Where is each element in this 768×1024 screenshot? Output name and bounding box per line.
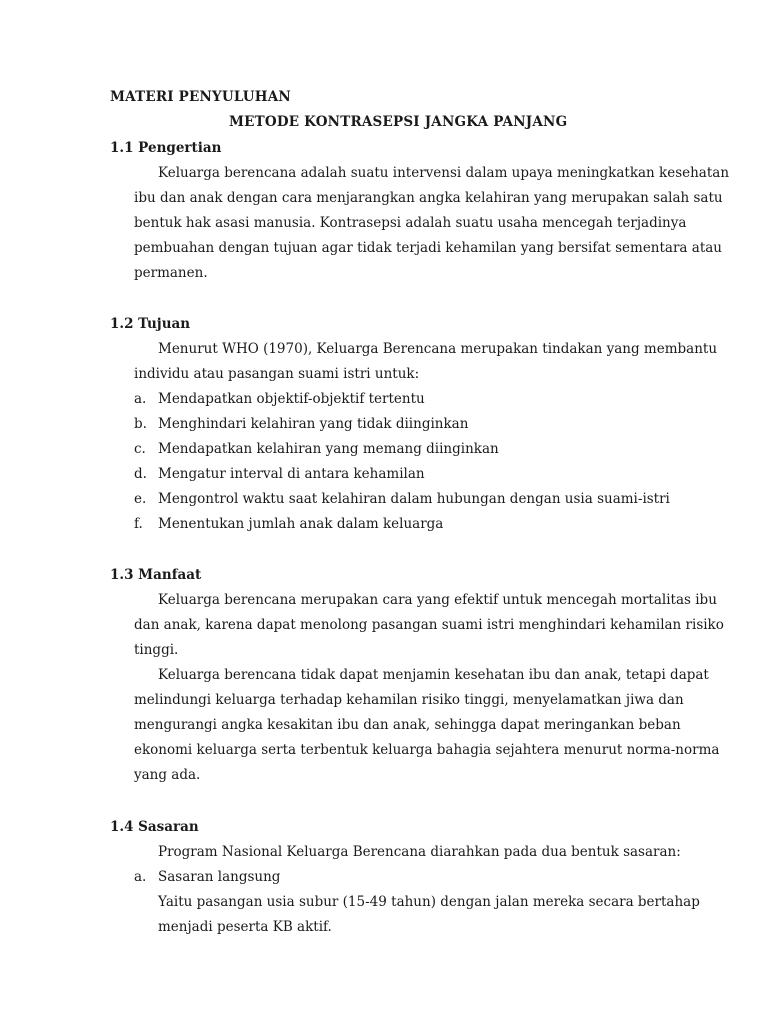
paragraph-line: pembuahan dengan tujuan agar tidak terjadi kehamilan yang bersifat sementara atau (134, 240, 722, 256)
paragraph-line: menjadi peserta KB aktif. (158, 919, 332, 935)
section-heading-tujuan: 1.2 Tujuan (110, 316, 191, 332)
paragraph-line: Keluarga berencana tidak dapat menjamin kesehatan ibu dan anak, tetapi dapat (158, 667, 709, 683)
list-item: Mengatur interval di antara kehamilan (158, 466, 425, 482)
paragraph-line: bentuk hak asasi manusia. Kontrasepsi adalah suatu usaha mencegah terjadinya (134, 215, 687, 231)
list-item: Menghindari kelahiran yang tidak diinginkan (158, 416, 469, 432)
paragraph-line: ekonomi keluarga serta terbentuk keluarga bahagia sejahtera menurut norma-norma (134, 742, 720, 758)
paragraph-line: dan anak, karena dapat menolong pasangan suami istri menghindari kehamilan risiko (134, 617, 724, 633)
paragraph-line: Menurut WHO (1970), Keluarga Berencana merupakan tindakan yang membantu (158, 341, 718, 357)
list-item: Mendapatkan objektif-objektif tertentu (158, 391, 425, 407)
paragraph-line: melindungi keluarga terhadap kehamilan risiko tinggi, menyelamatkan jiwa dan (134, 692, 684, 708)
document-subtitle: METODE KONTRASEPSI JANGKA PANJANG (229, 114, 568, 130)
section-heading-sasaran: 1.4 Sasaran (110, 819, 199, 835)
section-heading-manfaat: 1.3 Manfaat (110, 567, 202, 583)
list-item: Mengontrol waktu saat kelahiran dalam hubungan dengan usia suami-istri (158, 491, 670, 507)
paragraph-line: Keluarga berencana merupakan cara yang efektif untuk mencegah mortalitas ibu (158, 592, 717, 608)
list-item: Menentukan jumlah anak dalam keluarga (158, 516, 444, 532)
list-marker: a. (134, 391, 147, 407)
paragraph-line: Program Nasional Keluarga Berencana diarahkan pada dua bentuk sasaran: (158, 844, 681, 860)
list-item: Mendapatkan kelahiran yang memang diinginkan (158, 441, 499, 457)
list-marker: f. (134, 516, 143, 532)
paragraph-line: ibu dan anak dengan cara menjarangkan angka kelahiran yang merupakan salah satu (134, 190, 723, 206)
paragraph-line: Keluarga berencana adalah suatu intervensi dalam upaya meningkatkan kesehatan (158, 165, 730, 181)
paragraph-line: yang ada. (134, 767, 201, 783)
paragraph-line: tinggi. (134, 642, 179, 658)
paragraph-line: individu atau pasangan suami istri untuk: (134, 366, 420, 382)
section-heading-pengertian: 1.1 Pengertian (110, 140, 222, 156)
list-marker: e. (134, 491, 147, 507)
paragraph-line: mengurangi angka kesakitan ibu dan anak, sehingga dapat meringankan beban (134, 717, 681, 733)
paragraph-line: Yaitu pasangan usia subur (15-49 tahun) dengan jalan mereka secara bertahap (158, 894, 700, 910)
list-item: Sasaran langsung (158, 869, 281, 885)
document-title: MATERI PENYULUHAN (110, 89, 291, 105)
list-marker: c. (134, 441, 146, 457)
list-marker: b. (134, 416, 147, 432)
paragraph-line: permanen. (134, 265, 208, 281)
list-marker: d. (134, 466, 147, 482)
list-marker: a. (134, 869, 147, 885)
